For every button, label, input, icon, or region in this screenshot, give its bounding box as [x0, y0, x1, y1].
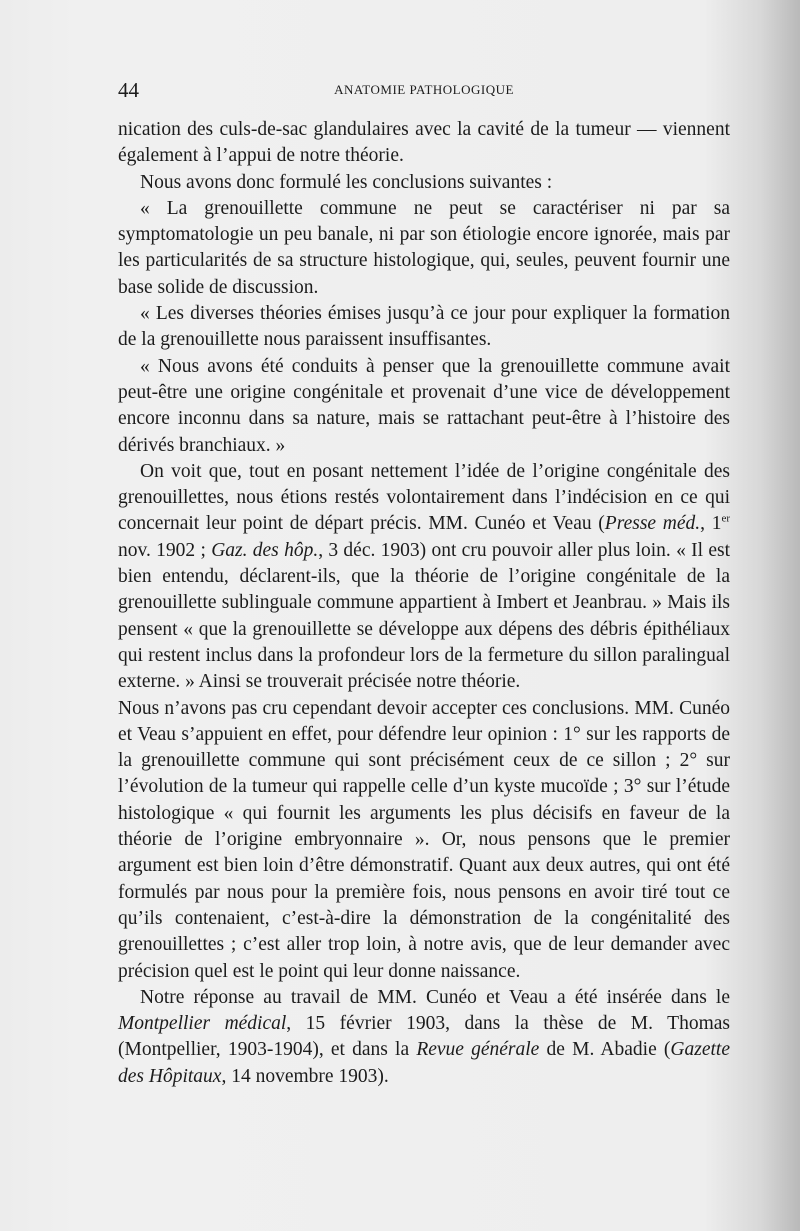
page-number: 44 — [118, 78, 139, 102]
text-run: « La grenouillette commune ne peut se caractériser ni par sa symptomatologie un peu banale, ni par son étiologie encore ignorée, mais par les particularités de sa structure histologique, qui, seules, peuvent fournir une base solide de discussion. — [118, 197, 730, 298]
italic-citation: Montpellier médical — [118, 1013, 287, 1035]
paragraph — [118, 117, 730, 170]
text-run: , 1 — [700, 513, 722, 535]
text-run: Notre réponse au travail de MM. Cunéo et Veau a été insérée dans le — [140, 986, 730, 1008]
text-run: , 14 novembre 1903). — [221, 1065, 389, 1087]
text-run: , 3 déc. 1903) ont cru pouvoir aller plus loin. « Il est bien entendu, déclarent-ils, que la théorie de l’origine congénitale de la grenouillette sublinguale commune appartient à Imbert et Jeanbrau. » Mais ils pensent « que la grenouillette se développe aux dépens des débris épithéliaux qui restent inclus dans la profondeur lors de la fermeture du sillon paralingual externe. » Ainsi se trouverait précisée notre théorie. — [118, 539, 730, 693]
text-run: nication des culs-de-sac glandulaires avec la cavité de la tumeur — viennent également à l’appui de notre théorie. — [118, 119, 730, 167]
italic-citation: Gazette des Hôpitaux — [118, 1039, 730, 1087]
text-run: , 15 février 1903, dans la thèse de M. Thomas (Montpellier, 1903-1904), et dans la — [118, 1013, 730, 1061]
page-header — [118, 78, 730, 102]
paragraph — [118, 354, 730, 459]
italic-citation: Revue générale — [416, 1039, 540, 1061]
italic-citation: Gaz. des hôp. — [211, 539, 319, 561]
italic-citation: Presse méd. — [604, 513, 701, 535]
paragraph — [118, 170, 730, 196]
running-title: ANATOMIE PATHOLOGIQUE — [334, 82, 514, 97]
body-text — [118, 117, 730, 1090]
text-run: Nous avons donc formulé les conclusions suivantes : — [140, 171, 553, 193]
text-run: Nous n’avons pas cru cependant devoir accepter ces conclusions. MM. Cunéo et Veau s’appuient en effet, pour défendre leur opinion : 1° sur les rapports de la grenouillette commune qui sont précisément ceux de ce sillon ; 2° sur l’évolution de la tumeur qui rappelle celle d’un kyste mucoïde ; 3° sur l’étude histologique « qui fournit les arguments les plus décisifs en faveur de la théorie de l’origine embryonnaire ». Or, nous pensons que le premier argument est bien loin d’être démonstratif. Quant aux deux autres, qui ont été formulés par nous pour la première fois, nous pensons en avoir tiré tout ce qu’ils contenaient, c’est-à-dire la démonstration de la congénitalité des grenouillettes ; c’est aller trop loin, à notre avis, que de leur demander avec précision quel est le point qui leur donne naissance. — [118, 697, 730, 982]
superscript: er — [721, 512, 730, 525]
text-run: « Les diverses théories émises jusqu’à ce jour pour expliquer la formation de la grenouillette nous paraissent insuffisantes. — [118, 303, 730, 351]
text-run: « Nous avons été conduits à penser que la grenouillette commune avait peut-être une origine congénitale et provenait d’une vice de développement encore inconnu dans sa nature, mais se rattachant peut-être à l’histoire des dérivés branchiaux. » — [118, 355, 730, 456]
paragraph — [118, 459, 730, 696]
paragraph — [118, 696, 730, 985]
text-run: nov. 1902 ; — [118, 539, 212, 561]
paragraph — [118, 301, 730, 354]
paragraph — [118, 985, 730, 1090]
text-run: On voit que, tout en posant nettement l’idée de l’origine congénitale des grenouillettes, nous étions restés volontairement dans l’indécision en ce qui concernait leur point de départ précis. MM. Cunéo et Veau ( — [118, 460, 730, 535]
text-run: de M. Abadie ( — [539, 1039, 671, 1061]
paragraph — [118, 196, 730, 301]
